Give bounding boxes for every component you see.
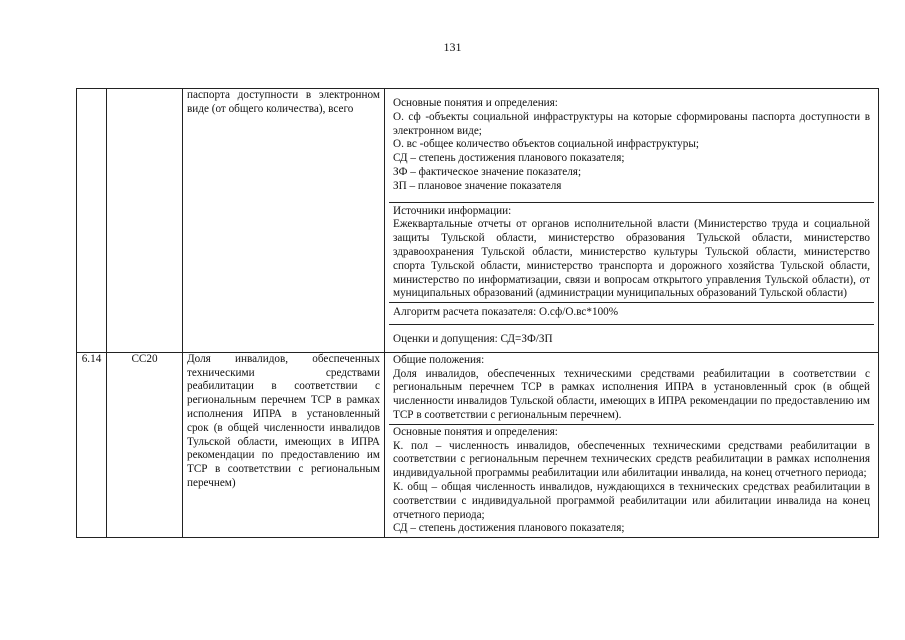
- methodology-cell: [385, 89, 879, 353]
- block-line: Общие положения:: [393, 353, 485, 366]
- block-line: Ежеквартальные отчеты от органов исполнительной власти (Министерство труда и социальной защиты Тульской области, министерство образования Тульской области, министерство здравоохранения Тульской области, министерство культуры Тульской области, министерство спорта Тульской области, министерство транспорта и дорожного хозяйства Тульской области, министерство по информатизации, связи и вопросам открытого управления Тульской области), от муниципальных образований (администрации муниципальных образований Тульской области): [393, 218, 870, 300]
- table-row: [77, 352, 879, 537]
- block-line: Основные понятия и определения:: [393, 425, 558, 438]
- block-line: Источники информации:: [393, 204, 512, 217]
- block-line: К. пол – численность инвалидов, обеспеченных техническими средствами реабилитации в соответствии с региональным перечнем технических средств реабилитации в рамках исполнения индивидуальной программы реабилитации или абилитации инвалида, на конец отчетного периода;: [393, 439, 870, 480]
- indicator-table: [76, 88, 879, 538]
- block-line: ЗФ – фактическое значение показателя;: [393, 165, 582, 178]
- block-line: О. вс -общее количество объектов социальной инфраструктуры;: [393, 138, 699, 151]
- indicator-description: [183, 352, 385, 537]
- block-line: Основные понятия и определения:: [393, 97, 558, 109]
- row-number: 6.14: [77, 352, 107, 537]
- block-line: Оценки и допущения: СД=ЗФ/ЗП: [393, 332, 553, 345]
- general-provisions-block: [389, 353, 874, 424]
- block-line: Алгоритм расчета показателя: О.сф/О.вс*100%: [393, 306, 619, 319]
- block-line: К. общ – общая численность инвалидов, нуждающихся в технических средствах реабилитации в соответствии с индивидуальной программой реабилитации или абилитации инвалида на конец отчетного периода;: [393, 480, 870, 521]
- algorithm-block: [389, 302, 874, 324]
- description-text: паспорта доступности в электронном виде (от общего количества), всего: [187, 89, 380, 115]
- block-line: СД – степень достижения планового показателя;: [393, 152, 625, 165]
- sources-block: [389, 202, 874, 303]
- indicator-code: СС20: [107, 352, 183, 537]
- indicator-description: [183, 89, 385, 353]
- indicator-code: [107, 89, 183, 353]
- block-line: ЗП – плановое значение показателя: [393, 179, 562, 192]
- description-text: Доля инвалидов, обеспеченных техническими средствами реабилитации в соответствии с региональным перечнем ТСР в рамках исполнения ИПРА в установленный срок (в общей численности инвалидов Тульской области, имеющих в ИПРА рекомендации по предоставлению им ТСР в соответствии с региональным перечнем): [187, 352, 380, 489]
- block-line: СД – степень достижения планового показателя;: [393, 522, 625, 535]
- block-line: О. сф -объекты социальной инфраструктуры на которые сформированы паспорта доступности в электронном виде;: [393, 110, 870, 137]
- estimates-block: [389, 324, 874, 352]
- row-number: [77, 89, 107, 353]
- definitions-block: [389, 89, 874, 202]
- definitions-block: [389, 424, 874, 537]
- block-line: Доля инвалидов, обеспеченных техническими средствами реабилитации в соответствии с региональным перечнем ТСР в рамках исполнения ИПРА в установленный срок (в общей численности инвалидов Тульской области, имеющих в ИПРА рекомендации по предоставлению им ТСР в соответствии с региональным перечнем).: [393, 367, 870, 421]
- methodology-cell: [385, 352, 879, 537]
- page-number: 131: [443, 40, 462, 54]
- table-row: [77, 89, 879, 353]
